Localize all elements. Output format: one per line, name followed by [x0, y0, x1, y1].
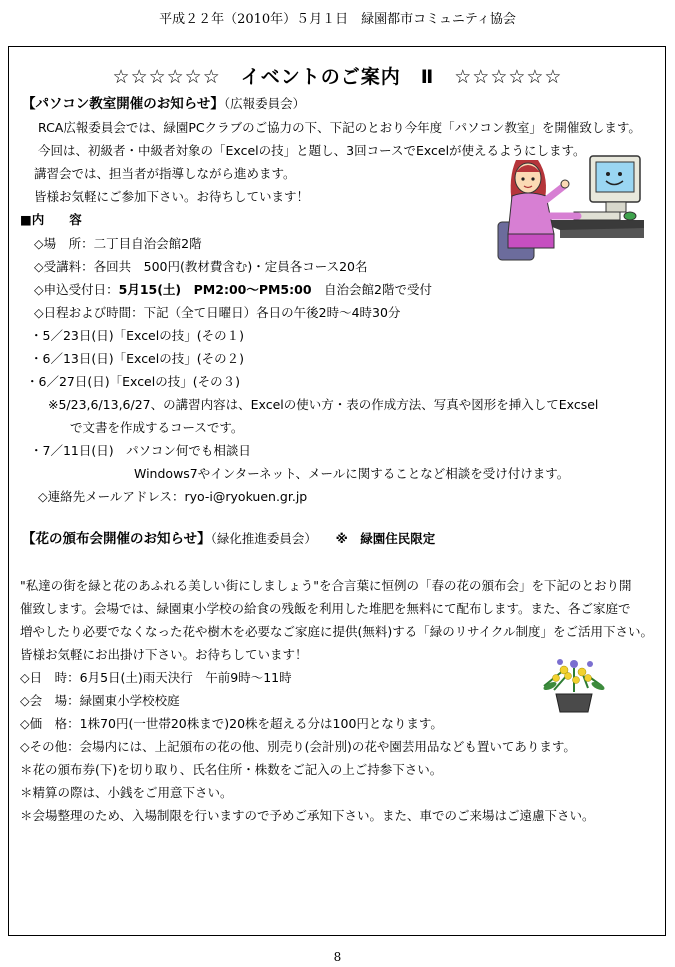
page-title: ☆☆☆☆☆☆ イベントのご案内 Ⅱ ☆☆☆☆☆☆: [112, 66, 563, 88]
session-line: ・6／13日(日)「Excelの技」(その２): [30, 351, 244, 366]
pc-intro-line: 講習会では、担当者が指導しながら進めます。: [34, 166, 296, 181]
venue-line: ◇場 所：二丁目自治会館2階: [34, 236, 202, 251]
consult-line: ・7／11日(日) パソコン何でも相談日: [30, 443, 251, 458]
apply-date: 5月15(土) PM2:00〜PM5:00: [118, 282, 312, 297]
flower-heading: 【花の頒布会開催のお知らせ】: [22, 531, 211, 547]
monitor-screen: [596, 162, 634, 192]
pc-class-heading: 【パソコン教室開催のお知らせ】: [22, 96, 224, 112]
consult-detail-line: Windows7やインターネット、メールに関することなど相談を受け付けます。: [134, 466, 570, 481]
flower-price-line: ◇価 格：1株70円(一世帯20株まで)20株を超える分は100円となります。: [20, 716, 443, 731]
apply-line: [34, 282, 432, 298]
pc-intro-line: 今回は、初級者・中級者対象の「Excelの技」と題し、3回コースでExcelが使えるようにします。: [38, 143, 586, 158]
flower-intro-line: 皆様お気軽にお出掛け下さい。お待ちしています！: [20, 647, 308, 662]
flower-restriction: ※ 緑園住民限定: [335, 531, 436, 546]
flower-intro-line: "私達の街を緑と花のあふれる美しい街にしましょう"を合言葉に恒例の「春の花の頒布会」を下記のとおり開: [20, 578, 632, 593]
session-line: ・5／23日(日)「Excelの技」(その１): [30, 328, 244, 343]
flower-intro-line: 増やしたり必要でなくなった花や樹木を必要なご家庭に提供(無料)する「緑のリサイクル制度」をご活用下さい。: [20, 624, 654, 639]
flower-org: （緑化推進委員会）: [210, 531, 311, 546]
pc-intro-line: 皆様お気軽にご参加下さい。お待ちしています！: [34, 189, 310, 204]
computer-user-illustration: [494, 150, 646, 262]
contents-label: ■内 容: [20, 212, 82, 227]
schedule-line: ◇日程および時間：下記（全て日曜日）各日の午後2時〜4時30分: [34, 305, 401, 320]
page-header: 平成２２年（2010年）５月１日 緑園都市コミュニティ協会: [159, 12, 516, 27]
page-number: 8: [333, 950, 342, 964]
skirt: [508, 234, 554, 248]
pc-class-section-heading: [22, 96, 305, 112]
course-note-line: ※5/23,6/13,6/27、の講習内容は、Excelの使い方・表の作成方法、写真や図形を挿入してExcsel: [48, 397, 599, 412]
course-note-line: で文書を作成するコースです。: [70, 420, 244, 435]
pc-class-org: （広報委員会）: [223, 96, 306, 111]
fee-line: ◇受講料：各回共 500円(教材費含む)・定員各コース20名: [34, 259, 368, 274]
flower-intro-line: 催致します。会場では、緑園東小学校の給食の残飯を利用した堆肥を無料にて配布します。また、各ご家庭で: [20, 601, 631, 616]
flower-pot: [556, 694, 592, 712]
monitor-stand: [606, 202, 626, 212]
flower-pot-illustration: [538, 656, 610, 714]
pc-intro-line: RCA広報委員会では、緑園PCクラブのご協力の下、下記のとおり今年度「パソコン教室」を開催致します。: [38, 120, 641, 135]
apply-suffix: 自治会館2階で受付: [324, 282, 433, 297]
flower-section-heading: [22, 531, 435, 547]
session-line: ・6／27日(日)「Excelの技」(その３): [26, 374, 240, 389]
flower-date-line: ◇日 時：6月5日(土)雨天決行 午前9時〜11時: [20, 670, 292, 685]
flower-note-line: ＊花の頒布券(下)を切り取り、氏名住所・株数をご記入の上ご持参下さい。: [20, 762, 443, 777]
contact-email-line: ◇連絡先メールアドレス：ryo-i@ryokuen.gr.jp: [38, 489, 308, 504]
hand: [561, 180, 569, 188]
mouse: [624, 212, 636, 220]
flower-other-line: ◇その他：会場内には、上記頒布の花の他、別売り(会計別)の花や園芸用品なども置いてあります。: [20, 739, 576, 754]
flower-note-line: ＊会場整理のため、入場制限を行いますので予めご承知下さい。また、車でのご来場はご遠慮下さい。: [20, 808, 595, 823]
apply-prefix: ◇申込受付日：: [34, 282, 119, 297]
flower-venue-line: ◇会 場：緑園東小学校校庭: [20, 693, 180, 708]
flower-note-line: ＊精算の際は、小銭をご用意下さい。: [20, 785, 233, 800]
